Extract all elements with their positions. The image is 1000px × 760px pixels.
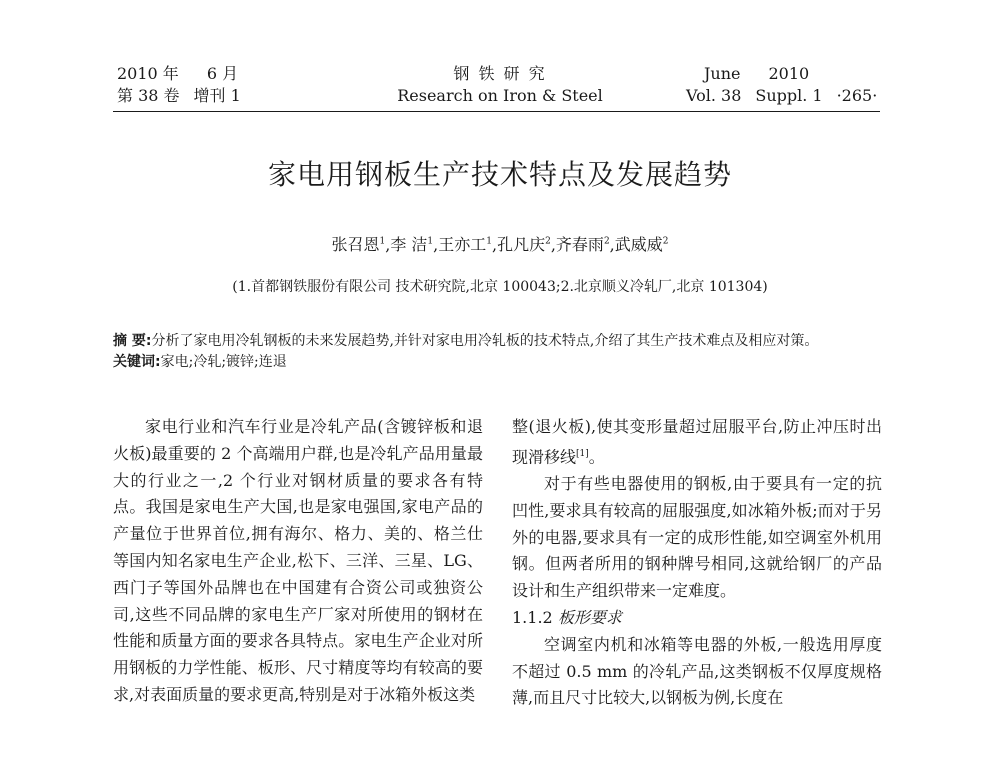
journal-name-en: Research on Iron & Steel (397, 86, 603, 105)
journal-header-left (117, 63, 241, 107)
body-column-right (512, 414, 882, 712)
issue-year-en: 2010 (768, 64, 810, 83)
issue-month: 6 月 (206, 64, 239, 83)
supplement-cn: 增刊 1 (193, 86, 241, 105)
author: 王亦工$^1$ (438, 235, 492, 255)
author: 张召恩$^1$ (331, 235, 386, 255)
body-paragraph: 对于有些电器使用的钢板,由于要具有一定的抗凹性,要求具有较高的屈服强度,如冰箱外板;而对于另外的电器,要求具有一定的成形性能,如空调室外机用钢。但两者所用的钢种牌号相同,这就给钢厂的产品设计和生产组织带来一定难度。 (512, 473, 882, 601)
keywords (113, 352, 893, 373)
citation: [1] (576, 448, 589, 459)
journal-header-center (380, 63, 620, 107)
journal-name-cn: 钢 铁 研 究 (453, 64, 547, 83)
body-paragraph: 整(退火板),使其变形量超过屈服平台,防止冲压时出现滑移线[1]。 (512, 417, 882, 467)
body-paragraph: 家电行业和汽车行业是冷轧产品(含镀锌板和退火板)最重要的 2 个高端用户群,也是冷轧产品用量最大的行业之一,2 个行业对钢材质量的要求各有特点。我国是家电生产大国,也是家电强国,家电产品的产量位于世界首位,拥有海尔、格力、美的、格兰仕等国内知名家电生产企业,松下、三洋、三星、LG、西门子等国外品牌也在中国建有合资公司或独资公司,这些不同品牌的家电生产厂家对所使用的钢材在性能和质量方面的要求各具特点。家电生产企业对所用钢板的力学性能、板形、尺寸精度等均有较高的要求,对表面质量的要求更高,特别是对于冰箱外板这类 (113, 417, 483, 704)
supplement-en: Suppl. 1 (755, 86, 823, 105)
article-title: 家电用钢板生产技术特点及发展趋势 (267, 158, 732, 191)
volume-en: Vol. 38 (686, 86, 742, 105)
issue-year: 2010 年 (117, 64, 179, 83)
keywords-label: 关键词: (113, 354, 161, 370)
body-paragraph: 空调室内机和冰箱等电器的外板,一般选用厚度不超过 0.5 mm 的冷轧产品,这类钢板不仅厚度规格薄,而且尺寸比较大,以钢板为例,长度在 (512, 634, 882, 708)
author: 武威威$^2$ (614, 235, 669, 255)
author: 孔凡庆$^2$ (497, 235, 551, 255)
section-heading (512, 605, 882, 632)
volume-cn: 第 38 卷 (117, 86, 180, 105)
abstract-block (113, 331, 893, 373)
section-number: 1.1.2 (512, 607, 553, 627)
issue-month-en: June (704, 64, 741, 83)
keywords-text: 家电;冷轧;镀锌;连退 (160, 354, 287, 370)
header-rule (113, 111, 880, 112)
author: 李 洁$^1$ (390, 235, 434, 255)
abstract-label: 摘 要: (113, 333, 152, 349)
abstract (113, 331, 893, 352)
page-number: ·265· (836, 86, 878, 105)
author-list: 张召恩$^1$,李 洁$^1$,王亦工$^1$,孔凡庆$^2$,齐春雨$^2$,武威威$^2$ (331, 235, 669, 255)
abstract-text: 分析了家电用冷轧钢板的未来发展趋势,并针对家电用冷轧板的技术特点,介绍了其生产技术难点及相应对策。 (151, 333, 819, 349)
section-title: 板形要求 (557, 607, 622, 627)
journal-header-right (686, 63, 877, 107)
affiliations: (1.首都钢铁服份有限公司 技术研究院,北京 100043;2.北京顺义冷轧厂,北京 101304) (232, 279, 768, 295)
author: 齐春雨$^2$ (555, 235, 610, 255)
body-column-left (113, 414, 483, 709)
